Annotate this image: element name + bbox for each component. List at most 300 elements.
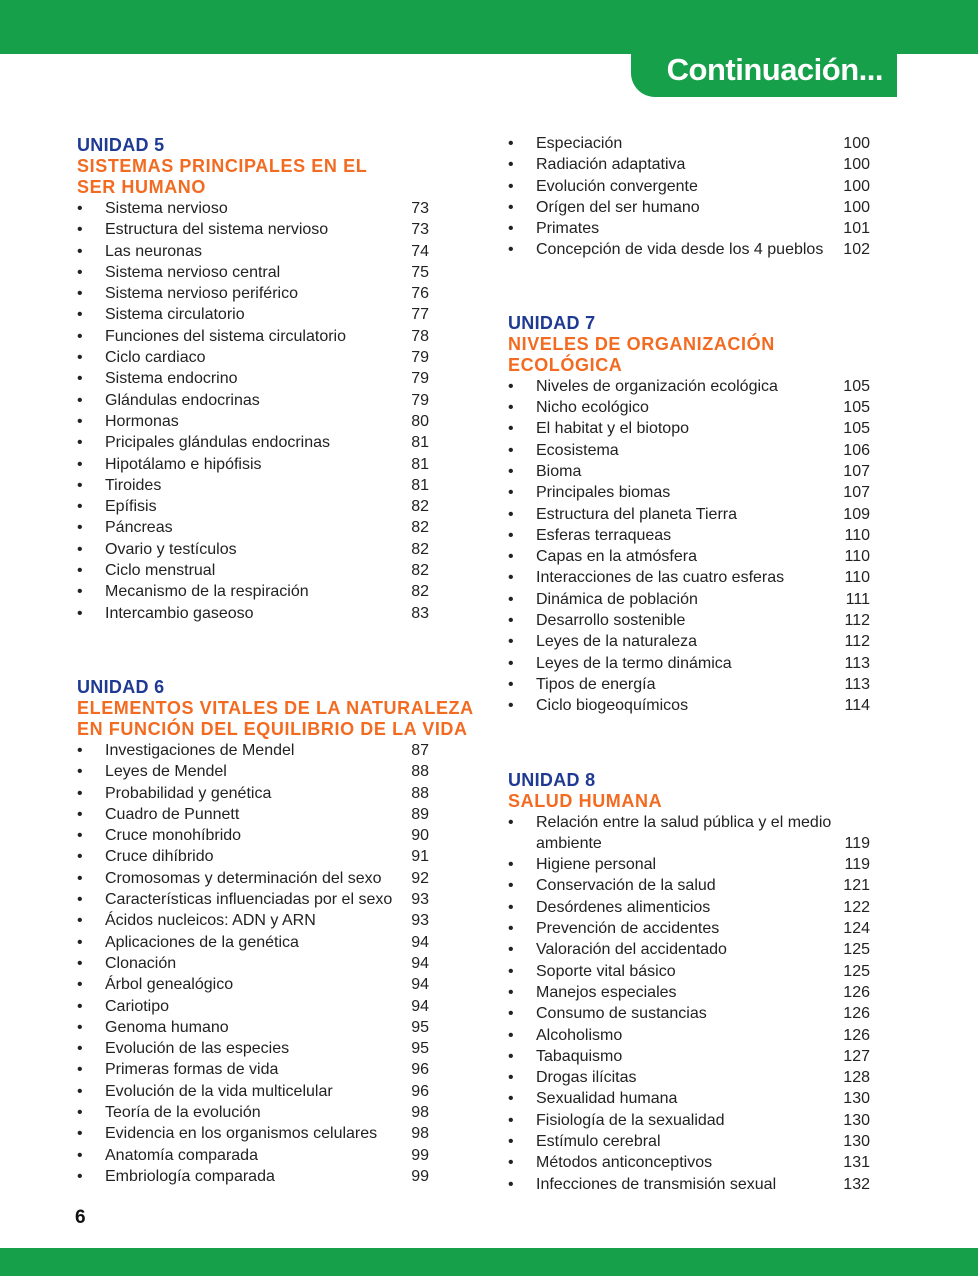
toc-entry <box>508 567 878 588</box>
toc-entry-title: Alcoholismo <box>536 1026 623 1044</box>
bullet-icon: • <box>508 813 514 831</box>
bullet-icon: • <box>77 391 83 409</box>
unit-7-list <box>508 376 878 717</box>
toc-entry-title: Páncreas <box>105 519 173 537</box>
toc-entry-title: Cruce monohíbrido <box>105 827 242 845</box>
toc-entry-page: 99 <box>411 1167 429 1185</box>
toc-entry <box>77 411 477 432</box>
bullet-icon: • <box>508 399 514 417</box>
toc-entry-page: 105 <box>843 420 870 438</box>
toc-entry-page: 107 <box>843 484 870 502</box>
bullet-icon: • <box>508 654 514 672</box>
toc-entry-title: Mecanismo de la respiración <box>105 583 309 601</box>
toc-entry <box>77 326 477 347</box>
bullet-icon: • <box>508 1005 514 1023</box>
unit-5 <box>77 135 477 624</box>
toc-entry-title: Ciclo biogeoquímicos <box>536 697 689 715</box>
bullet-icon: • <box>508 898 514 916</box>
bullet-icon: • <box>508 1111 514 1129</box>
bullet-icon: • <box>508 135 514 152</box>
toc-entry-title: Primates <box>536 220 600 238</box>
toc-entry-title: El habitat y el biotopo <box>536 420 689 438</box>
bullet-icon: • <box>508 462 514 480</box>
toc-entry <box>77 1017 477 1038</box>
toc-entry-title: Nicho ecológico <box>536 399 649 417</box>
toc-entry-title: Tiroides <box>105 476 162 494</box>
unit-5-list <box>77 198 477 624</box>
toc-entry-page: 113 <box>844 654 870 672</box>
toc-entry-title: Estímulo cerebral <box>536 1132 661 1150</box>
bullet-icon: • <box>508 877 514 895</box>
toc-entry-title: Ecosistema <box>536 441 619 459</box>
toc-entry-page: 89 <box>411 805 429 823</box>
toc-entry <box>77 1102 477 1123</box>
toc-entry <box>508 239 878 260</box>
toc-entry <box>508 1110 878 1131</box>
toc-entry <box>508 695 878 716</box>
toc-entry-title: Consumo de sustancias <box>536 1005 707 1023</box>
toc-entry-title: Métodos anticonceptivos <box>536 1154 713 1172</box>
toc-entry-page: 100 <box>843 135 870 152</box>
bullet-icon: • <box>508 505 514 523</box>
bullet-icon: • <box>77 242 83 260</box>
unit-8-list <box>508 812 878 1195</box>
toc-entry <box>77 1081 477 1102</box>
toc-entry <box>508 154 878 175</box>
unit-7 <box>508 313 878 717</box>
bullet-icon: • <box>508 1154 514 1172</box>
toc-entry-title: Primeras formas de vida <box>105 1061 279 1079</box>
bullet-icon: • <box>77 349 83 367</box>
toc-left-column <box>77 135 477 1187</box>
toc-entry <box>77 560 477 581</box>
bullet-icon: • <box>77 498 83 516</box>
toc-entry-title: Pricipales glándulas endocrinas <box>105 434 331 452</box>
toc-entry-page: 73 <box>411 221 429 239</box>
toc-entry <box>77 454 477 475</box>
toc-entry-page: 93 <box>411 891 429 909</box>
toc-entry-page: 94 <box>411 954 429 972</box>
unit-8-code: UNIDAD 8 <box>508 769 596 790</box>
toc-entry <box>508 1025 878 1046</box>
toc-entry <box>508 674 878 695</box>
bullet-icon: • <box>508 220 514 238</box>
toc-entry <box>508 939 878 960</box>
bullet-icon: • <box>77 1018 83 1036</box>
toc-entry <box>508 854 878 875</box>
toc-entry-page: 109 <box>843 505 870 523</box>
bullet-icon: • <box>77 827 83 845</box>
bullet-icon: • <box>77 763 83 781</box>
toc-entry-title: Investigaciones de Mendel <box>105 741 295 759</box>
toc-entry <box>508 875 878 896</box>
toc-entry-page: 75 <box>411 263 429 281</box>
toc-entry-page: 121 <box>843 877 870 895</box>
toc-entry-title: Infecciones de transmisión sexual <box>536 1175 777 1193</box>
toc-entry-title: Cruce dihíbrido <box>105 848 214 866</box>
toc-entry-page: 107 <box>843 462 870 480</box>
toc-entry-page: 87 <box>411 741 429 759</box>
unit-6-code: UNIDAD 6 <box>77 676 165 697</box>
unit-8-title: SALUD HUMANA <box>508 790 663 811</box>
toc-entry <box>508 610 878 631</box>
toc-right-column <box>508 133 878 1195</box>
bullet-icon: • <box>508 241 514 259</box>
toc-entry-page: 114 <box>844 697 870 715</box>
toc-entry-page: 81 <box>411 455 429 473</box>
bullet-icon: • <box>508 548 514 566</box>
bullet-icon: • <box>77 540 83 558</box>
toc-entry-title: Sistema circulatorio <box>105 306 245 324</box>
toc-entry-title: Clonación <box>105 954 177 972</box>
toc-entry-page: 130 <box>843 1111 870 1129</box>
toc-entry-title: Fisiología de la sexualidad <box>536 1111 725 1129</box>
toc-entry-title: Ácidos nucleicos: ADN y ARN <box>105 912 316 930</box>
toc-entry-page: 94 <box>411 976 429 994</box>
continuation-label: Continuación... <box>666 52 883 87</box>
unit-6-continued-list <box>508 133 878 261</box>
toc-entry-title: Radiación adaptativa <box>536 156 686 174</box>
toc-entry <box>508 218 878 239</box>
toc-entry <box>77 368 477 389</box>
toc-entry-title: Soporte vital básico <box>536 962 676 980</box>
toc-entry-title: Estructura del planeta Tierra <box>536 505 737 523</box>
toc-entry-title: Relación entre la salud pública y el medio ambiente <box>536 813 832 852</box>
toc-entry <box>77 198 477 219</box>
unit-6 <box>77 677 477 1187</box>
toc-entry-page: 79 <box>411 391 429 409</box>
toc-entry <box>77 283 477 304</box>
toc-entry-title: Tipos de energía <box>536 675 656 693</box>
toc-entry-page: 113 <box>844 675 870 693</box>
toc-entry-title: Ciclo cardiaco <box>105 349 206 367</box>
bullet-icon: • <box>77 997 83 1015</box>
toc-entry-page: 122 <box>843 898 870 916</box>
bullet-icon: • <box>508 612 514 630</box>
toc-entry-title: Bioma <box>536 462 582 480</box>
toc-entry-title: Embriología comparada <box>105 1167 275 1185</box>
toc-entry-title: Ciclo menstrual <box>105 562 216 580</box>
bullet-icon: • <box>77 583 83 601</box>
toc-entry-title: Cariotipo <box>105 997 170 1015</box>
toc-entry-title: Sexualidad humana <box>536 1090 678 1108</box>
toc-entry <box>508 525 878 546</box>
toc-entry-title: Conservación de la salud <box>536 877 716 895</box>
toc-entry <box>77 517 477 538</box>
unit-8 <box>508 770 878 1195</box>
bullet-icon: • <box>508 962 514 980</box>
bullet-icon: • <box>77 741 83 759</box>
bullet-icon: • <box>77 370 83 388</box>
bullet-icon: • <box>77 1125 83 1143</box>
bullet-icon: • <box>508 590 514 608</box>
toc-entry-title: Interacciones de las cuatro esferas <box>536 569 785 587</box>
bullet-icon: • <box>77 221 83 239</box>
toc-entry-title: Manejos especiales <box>536 983 677 1001</box>
toc-entry-title: Desarrollo sostenible <box>536 612 686 630</box>
toc-entry <box>508 982 878 1003</box>
bullet-icon: • <box>508 1175 514 1193</box>
unit-6-list <box>77 740 477 1187</box>
toc-entry-page: 78 <box>411 327 429 345</box>
bullet-icon: • <box>77 1103 83 1121</box>
toc-entry <box>77 475 477 496</box>
toc-entry-page: 126 <box>843 1005 870 1023</box>
toc-entry-title: Esferas terraqueas <box>536 526 672 544</box>
toc-entry-page: 100 <box>843 156 870 174</box>
toc-entry-page: 95 <box>411 1018 429 1036</box>
bullet-icon: • <box>77 1082 83 1100</box>
toc-entry-page: 128 <box>843 1069 870 1087</box>
bullet-icon: • <box>508 1090 514 1108</box>
toc-entry-page: 90 <box>411 827 429 845</box>
toc-entry <box>77 1145 477 1166</box>
bullet-icon: • <box>77 327 83 345</box>
toc-entry <box>508 176 878 197</box>
unit-5-title: SISTEMAS PRINCIPALES EN EL SER HUMANO <box>77 156 368 197</box>
bullet-icon: • <box>77 306 83 324</box>
toc-entry-title: Ovario y testículos <box>105 540 237 558</box>
toc-entry-page: 99 <box>411 1146 429 1164</box>
toc-entry-title: Cromosomas y determinación del sexo <box>105 869 382 887</box>
toc-entry-page: 82 <box>411 583 429 601</box>
bullet-icon: • <box>77 455 83 473</box>
bullet-icon: • <box>508 675 514 693</box>
toc-entry-page: 98 <box>411 1103 429 1121</box>
toc-entry-page: 126 <box>843 1026 870 1044</box>
bullet-icon: • <box>508 441 514 459</box>
toc-entry-title: Características influenciadas por el sexo <box>105 891 393 909</box>
toc-entry-page: 74 <box>411 242 429 260</box>
toc-entry <box>77 846 477 867</box>
toc-entry <box>508 546 878 567</box>
toc-entry-page: 119 <box>844 834 870 852</box>
bullet-icon: • <box>508 198 514 216</box>
toc-entry-page: 125 <box>843 962 870 980</box>
toc-entry <box>508 1088 878 1109</box>
bullet-icon: • <box>77 912 83 930</box>
toc-entry <box>77 868 477 889</box>
toc-entry <box>77 262 477 283</box>
toc-entry <box>77 219 477 240</box>
toc-entry-page: 110 <box>844 569 870 587</box>
bottom-green-band <box>0 1248 978 1276</box>
toc-entry-title: Tabaquismo <box>536 1047 623 1065</box>
toc-entry <box>508 897 878 918</box>
toc-entry-title: Evolución de las especies <box>105 1040 290 1058</box>
toc-entry-title: Hormonas <box>105 412 179 430</box>
bullet-icon: • <box>77 784 83 802</box>
toc-entry <box>508 440 878 461</box>
toc-entry-page: 76 <box>411 285 429 303</box>
bullet-icon: • <box>508 377 514 395</box>
bullet-icon: • <box>508 633 514 651</box>
bullet-icon: • <box>508 1069 514 1087</box>
toc-entry <box>77 390 477 411</box>
toc-entry-title: Evolución convergente <box>536 177 698 195</box>
toc-entry-page: 110 <box>844 526 870 544</box>
unit-7-code: UNIDAD 7 <box>508 312 596 333</box>
toc-entry-title: Aplicaciones de la genética <box>105 933 299 951</box>
toc-entry <box>508 133 878 154</box>
toc-entry <box>77 1038 477 1059</box>
unit-6-title: ELEMENTOS VITALES DE LA NATURALEZA EN FUNCIÓN DEL EQUILIBRIO DE LA VIDA <box>77 697 474 739</box>
unit-5-code: UNIDAD 5 <box>77 135 165 155</box>
toc-entry-page: 112 <box>844 633 870 651</box>
toc-entry-title: Estructura del sistema nervioso <box>105 221 329 239</box>
toc-entry <box>508 1174 878 1195</box>
toc-entry-page: 102 <box>843 241 870 259</box>
toc-entry-page: 125 <box>843 941 870 959</box>
unit-7-title: NIVELES DE ORGANIZACIÓN ECOLÓGICA <box>508 333 775 375</box>
bullet-icon: • <box>77 954 83 972</box>
bullet-icon: • <box>508 526 514 544</box>
bullet-icon: • <box>77 412 83 430</box>
toc-entry <box>508 482 878 503</box>
toc-entry-title: Especiación <box>536 135 623 152</box>
bullet-icon: • <box>77 285 83 303</box>
toc-entry <box>77 740 477 761</box>
toc-entry-page: 95 <box>411 1040 429 1058</box>
toc-entry-page: 119 <box>844 856 870 874</box>
toc-entry-title: Epífisis <box>105 498 157 516</box>
toc-entry-page: 79 <box>411 349 429 367</box>
toc-entry <box>77 910 477 931</box>
toc-entry <box>508 376 878 397</box>
toc-entry <box>77 581 477 602</box>
toc-entry-page: 82 <box>411 562 429 580</box>
toc-entry <box>77 1123 477 1144</box>
toc-entry-page: 131 <box>843 1154 870 1172</box>
toc-entry-title: Principales biomas <box>536 484 671 502</box>
toc-entry-title: Evidencia en los organismos celulares <box>105 1125 378 1143</box>
bullet-icon: • <box>77 976 83 994</box>
toc-entry-title: Leyes de la naturaleza <box>536 633 697 651</box>
bullet-icon: • <box>77 869 83 887</box>
toc-entry-page: 77 <box>411 306 429 324</box>
toc-entry-title: Desórdenes alimenticios <box>536 898 711 916</box>
toc-entry <box>77 347 477 368</box>
bullet-icon: • <box>77 805 83 823</box>
toc-entry <box>508 461 878 482</box>
toc-entry-page: 124 <box>843 920 870 938</box>
bullet-icon: • <box>508 1047 514 1065</box>
toc-entry <box>508 918 878 939</box>
toc-entry <box>508 812 878 855</box>
bullet-icon: • <box>77 604 83 622</box>
toc-entry-title: Cuadro de Punnett <box>105 805 240 823</box>
toc-entry <box>508 1152 878 1173</box>
unit-6-continued <box>508 133 878 261</box>
toc-entry-title: Prevención de accidentes <box>536 920 720 938</box>
toc-entry-page: 93 <box>411 912 429 930</box>
toc-entry <box>508 197 878 218</box>
toc-entry <box>508 418 878 439</box>
bullet-icon: • <box>508 1026 514 1044</box>
toc-entry <box>508 397 878 418</box>
bullet-icon: • <box>77 848 83 866</box>
toc-entry-title: Sistema endocrino <box>105 370 238 388</box>
toc-entry <box>77 1166 477 1187</box>
bullet-icon: • <box>77 434 83 452</box>
toc-entry-page: 94 <box>411 997 429 1015</box>
toc-entry <box>508 1067 878 1088</box>
toc-entry-page: 94 <box>411 933 429 951</box>
toc-entry-page: 88 <box>411 784 429 802</box>
toc-entry-title: Capas en la atmósfera <box>536 548 697 566</box>
toc-entry-title: Genoma humano <box>105 1018 229 1036</box>
toc-entry-title: Niveles de organización ecológica <box>536 377 778 395</box>
toc-entry-page: 96 <box>411 1082 429 1100</box>
toc-entry-title: Dinámica de población <box>536 590 698 608</box>
bullet-icon: • <box>77 200 83 217</box>
toc-entry-page: 130 <box>843 1132 870 1150</box>
toc-entry-page: 101 <box>843 220 870 238</box>
toc-entry-title: Sistema nervioso <box>105 200 228 217</box>
toc-entry-page: 88 <box>411 763 429 781</box>
toc-entry <box>77 241 477 262</box>
bullet-icon: • <box>77 1146 83 1164</box>
toc-entry <box>508 589 878 610</box>
toc-entry-page: 83 <box>411 604 429 622</box>
toc-entry <box>77 539 477 560</box>
toc-entry-page: 105 <box>843 377 870 395</box>
toc-entry-page: 132 <box>843 1175 870 1193</box>
toc-entry-page: 82 <box>411 519 429 537</box>
toc-entry-page: 100 <box>843 198 870 216</box>
toc-entry-page: 91 <box>411 848 429 866</box>
toc-entry <box>508 1003 878 1024</box>
toc-entry <box>77 953 477 974</box>
toc-entry <box>508 504 878 525</box>
toc-entry-title: Drogas ilícitas <box>536 1069 637 1087</box>
toc-entry-page: 111 <box>845 590 870 608</box>
toc-entry-page: 127 <box>843 1047 870 1065</box>
toc-entry-page: 110 <box>844 548 870 566</box>
toc-entry <box>77 496 477 517</box>
toc-entry <box>508 1131 878 1152</box>
toc-entry <box>77 761 477 782</box>
bullet-icon: • <box>77 1040 83 1058</box>
toc-entry-title: Hipotálamo e hipófisis <box>105 455 262 473</box>
bullet-icon: • <box>77 476 83 494</box>
toc-entry-title: Leyes de Mendel <box>105 763 227 781</box>
toc-entry <box>77 1059 477 1080</box>
toc-entry-page: 73 <box>411 200 429 217</box>
bullet-icon: • <box>508 941 514 959</box>
toc-entry <box>77 825 477 846</box>
toc-entry <box>77 603 477 624</box>
bullet-icon: • <box>77 891 83 909</box>
toc-entry <box>508 631 878 652</box>
bullet-icon: • <box>508 569 514 587</box>
toc-entry-page: 82 <box>411 498 429 516</box>
toc-entry-title: Concepción de vida desde los 4 pueblos <box>536 241 824 259</box>
toc-entry <box>508 961 878 982</box>
toc-entry-title: Sistema nervioso periférico <box>105 285 298 303</box>
toc-entry <box>77 889 477 910</box>
bullet-icon: • <box>508 1132 514 1150</box>
toc-entry-title: Anatomía comparada <box>105 1146 258 1164</box>
bullet-icon: • <box>508 420 514 438</box>
toc-entry-page: 112 <box>844 612 870 630</box>
bullet-icon: • <box>508 697 514 715</box>
bullet-icon: • <box>508 484 514 502</box>
toc-entry <box>77 932 477 953</box>
bullet-icon: • <box>77 1167 83 1185</box>
toc-entry-page: 96 <box>411 1061 429 1079</box>
toc-entry-title: Evolución de la vida multicelular <box>105 1082 333 1100</box>
